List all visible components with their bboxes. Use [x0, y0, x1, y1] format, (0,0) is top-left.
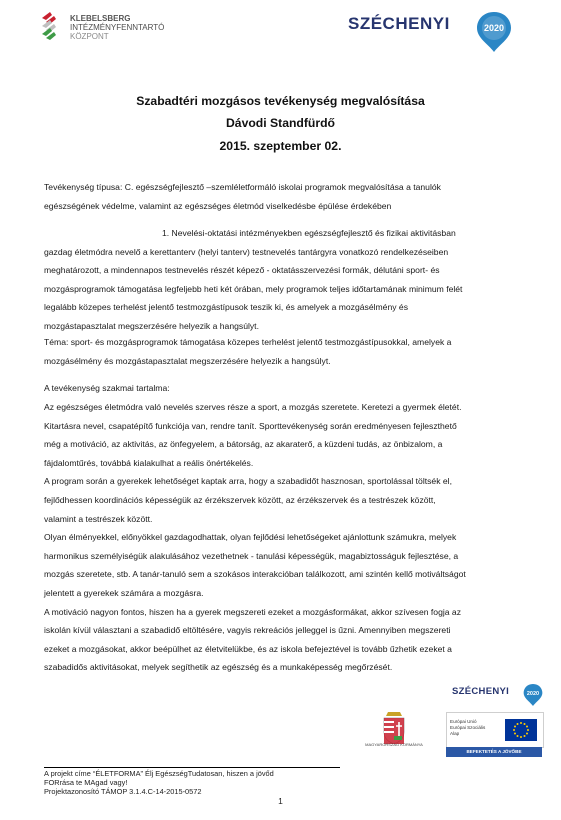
- footer-szechenyi-year: 2020: [526, 691, 540, 697]
- footer-szechenyi-logo: [452, 682, 542, 712]
- numbered-point-paragraph: [44, 224, 518, 336]
- footer-szechenyi-word: SZÉCHENYI: [452, 686, 510, 697]
- text-line: jelentett a gyerekek számára a mozgásra.: [44, 587, 204, 598]
- text-line: mozgásélmény és mozgástapasztalat megszerzésére helyezik a hangsúlyt.: [44, 355, 331, 366]
- text-line: ezeket a mozgásokat, akkor beépülhet az életvitelükbe, és az iskola befejeztével is tovább űzhetik ezeket a: [44, 643, 452, 654]
- document-location: Dávodi Standfürdő: [225, 116, 335, 130]
- text-line: Olyan élményekkel, előnyökkel gazdagodhattak, olyan fejlődési lehetőségeket ajánlottunk számukra, melyek: [44, 532, 457, 543]
- szechenyi-pin-icon: [474, 10, 514, 54]
- eu-line: Európai Szociális: [450, 725, 486, 730]
- text-line: iskolán kívül választani a szabadidő eltöltésére, vagyis rekreációs jelleggel is űzni. Amennyiben megszereti: [44, 625, 451, 636]
- kir-line3: KÖZPONT: [70, 32, 109, 41]
- text-line: 1. Nevelési-oktatási intézményekben egészségfejlesztő és fizikai aktivitásban: [162, 228, 456, 238]
- klebelsberg-logo-text: [70, 14, 164, 41]
- footer-szechenyi-pin-icon: [522, 682, 544, 708]
- text-line: A tevékenység szakmai tartalma:: [44, 383, 170, 393]
- page-number: 1: [278, 796, 283, 806]
- kir-line1: KLEBELSBERG: [70, 14, 131, 23]
- activity-type-paragraph: [44, 178, 518, 215]
- main-content-paragraphs: [44, 398, 518, 677]
- footer-project-info: [44, 769, 344, 796]
- hungarian-crest-icon: [372, 712, 416, 762]
- footer-line: FORrása te MAgad vagy!: [44, 778, 128, 787]
- text-line: meghatározott, a mindennapos testnevelés részét képező - oktatásszervezési formák, délutáni sport- és: [44, 265, 440, 276]
- eu-logo: [446, 712, 544, 748]
- klebelsberg-emblem-icon: [40, 12, 66, 42]
- text-line: Az egészséges életmódra való nevelés szerves része a sport, a mozgás szeretete. Keretezi a gyermek életét.: [44, 402, 462, 412]
- eu-flag-icon: [505, 719, 537, 741]
- document-date: 2015. szeptember 02.: [219, 139, 342, 153]
- text-line: legalább közepes terhelést jelentő testmozgástípusok teszik ki, és amelyek a mozgásélmény és: [44, 302, 408, 313]
- document-title: Szabadtéri mozgásos tevékenység megvalósítása: [136, 94, 425, 108]
- text-line: fejlődhessen koordinációs képességük az érzékszervek között, az érzékszervek és a testrészek között,: [44, 494, 436, 505]
- crest-caption: MAGYARORSZÁG KORMÁNYA: [365, 742, 423, 747]
- text-line: Téma: sport- és mozgásprogramok támogatása közepes terhelést jelentő testmozgástípusokkal, amelyek a: [44, 337, 452, 347]
- szechenyi-2020-logo: [348, 10, 528, 50]
- text-line: szabadidős aktivitásokat, melyek segíthetik az egészség és a munkaképesség megőrzését.: [44, 662, 393, 673]
- professional-content-heading: [44, 379, 518, 398]
- szechenyi-word: SZÉCHENYI: [348, 14, 450, 33]
- footer-line: A projekt címe “ÉLETFORMA” Élj EgészségTudatosan, hiszen a jövőd: [44, 769, 274, 778]
- text-line: egészségének védelme, valamint az egészséges életmód viselkedésbe épülése érdekében: [44, 200, 392, 211]
- text-line: fájdalomtűrés, továbbá kialakulhat a reális önértékelés.: [44, 457, 254, 468]
- eu-logo-text: [450, 719, 485, 737]
- text-line: A program során a gyerekek lehetőséget kaptak arra, hogy a szabadidőt hasznosan, sportolással töltsék el,: [44, 476, 452, 487]
- eu-line: Alap: [450, 731, 460, 736]
- text-line: Kitartásra nevel, csapatépítő funkciója van, rendre tanít. Sporttevékenység során eredményesen fejleszthető: [44, 420, 457, 431]
- klebelsberg-logo: [40, 8, 210, 48]
- eu-invest-banner: BEFEKTETÉS A JÖVŐBE: [446, 747, 542, 757]
- text-line: Tevékenység típusa: C. egészségfejlesztő –szemléletformáló iskolai programok megvalósítása a tanulók: [44, 182, 441, 192]
- eu-line: Európai Unió: [450, 719, 477, 724]
- text-line: mozgás szeretete, stb. A tanár-tanuló sem a szokásos interakcióban találkozott, ami szintén kellő motiváltságot: [44, 569, 466, 580]
- text-line: gazdag életmódra nevelő a kerettanterv (helyi tanterv) testnevelés tantárgyra vonatkozó rendelkezéseiben: [44, 246, 449, 257]
- text-line: mozgástapasztalat megszerzésére helyezik a hangsúlyt.: [44, 320, 259, 331]
- footer-divider: [44, 767, 340, 768]
- kir-line2: INTÉZMÉNYFENNTARTÓ: [70, 23, 165, 32]
- theme-paragraph: [44, 333, 518, 370]
- szechenyi-year: 2020: [483, 23, 505, 33]
- footer-line: Projektazonosító TÁMOP 3.1.4.C-14-2015-0572: [44, 787, 202, 796]
- text-line: még a motiváció, az aktivitás, az önfegyelem, a bátorság, az akaraterő, a küzdeni tudás, az önbizalom, a: [44, 439, 443, 450]
- text-line: harmonikus személyiségük alakulásához vezethetnek - tanulási képességük, magabiztosságuk fejlesztése, a: [44, 550, 459, 561]
- text-line: valamint a testrészek között.: [44, 513, 153, 524]
- text-line: mozgásprogramok támogatása legfeljebb heti két órában, mely programok teljes időtartamának minimum felét: [44, 283, 463, 294]
- text-line: A motiváció nagyon fontos, hiszen ha a gyerek megszereti ezeket a mozgásformákat, akkor szívesen fogja az: [44, 606, 462, 617]
